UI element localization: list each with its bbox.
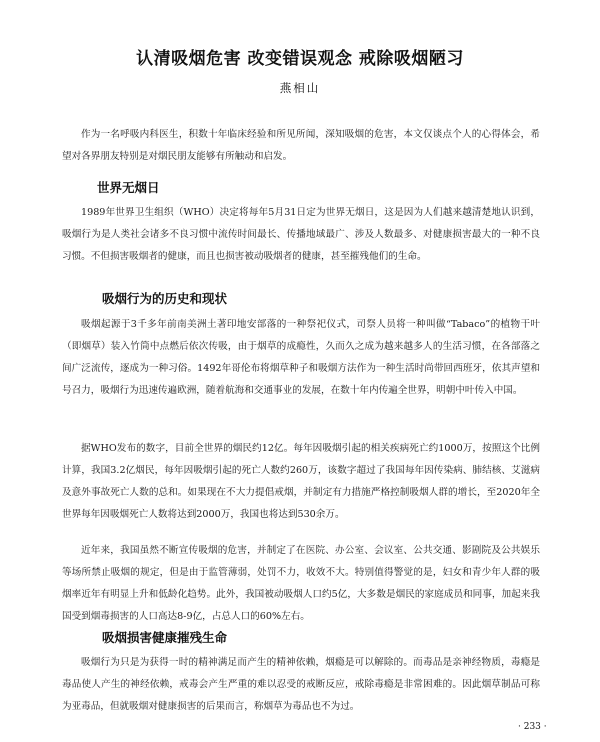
section-heading-history: 吸烟行为的历史和现状 bbox=[102, 291, 228, 306]
page-number: · 233 · bbox=[518, 722, 547, 732]
section-heading-world-no-tobacco-day: 世界无烟日 bbox=[97, 180, 160, 195]
paragraph-health-damage: 吸烟行为只是为获得一时的精神满足而产生的精神依赖，烟瘾是可以解除的。而毒品是亲神经物质，毒瘾是毒品使人产生的神经依赖，戒毒会产生严重的难以忍受的戒断反应，戒除毒瘾是非常困难的。因此烟草制品可称为亚毒品，但就吸烟对健康损害的后果而言，称烟草为毒品也不为过。 bbox=[62, 657, 540, 712]
paragraph-history-current: 近年来，我国虽然不断宣传吸烟的危害，并制定了在医院、办公室、会议室、公共交通、影剧院及公共娱乐等场所禁止吸烟的规定，但是由于监管薄弱，处罚不力，收效不大。特别值得警觉的是，妇女和青少年人群的吸烟率近年有明显上升和低龄化趋势。此外，我国被动吸烟人口约5亿，大多数是烟民的家庭成员和同事，加起来我国受到烟毒损害的人口高达8-9亿，占总人口的60%左右。 bbox=[62, 545, 540, 622]
section-heading-health-damage: 吸烟损害健康摧残生命 bbox=[102, 630, 228, 645]
article-title: 认清吸烟危害 改变错误观念 戒除吸烟陋习 bbox=[136, 49, 464, 69]
intro-paragraph: 作为一名呼吸内科医生，积数十年临床经验和所见所闻，深知吸烟的危害，本文仅谈点个人的心得体会，希望对各界朋友特别是对烟民朋友能够有所触动和启发。 bbox=[62, 129, 540, 162]
author-name: 燕相山 bbox=[279, 81, 321, 95]
paragraph-world-no-tobacco-day: 1989年世界卫生组织（WHO）决定将每年5月31日定为世界无烟日，这是因为人们越来越清楚地认识到，吸烟行为是人类社会诸多不良习惯中流传时间最长、传播地域最广、涉及人数最多、对健康损害最大的一种不良习惯。不但损害吸烟者的健康，而且也损害被动吸烟者的健康，甚至摧残他们的生命。 bbox=[62, 207, 540, 262]
paragraph-history-origin: 吸烟起源于3千多年前南美洲土著印地安部落的一种祭祀仪式，司祭人员将一种叫做“Tabaco”的植物干叶（即烟草）装入竹筒中点燃后依次传吸，由于烟草的成瘾性，久而久之成为越来越多人的生活习惯，在各部落之间广泛流传，逐成为一种习俗。1492年哥伦布将烟草种子和吸烟方法作为一种生活时尚带回西班牙，依其声望和号召力，吸烟行为迅速传遍欧洲，随着航海和交通事业的发展，在数十年内传遍全世界，明朝中叶传入中国。 bbox=[62, 319, 540, 396]
paragraph-history-statistics: 据WHO发布的数字，目前全世界的烟民约12亿。每年因吸烟引起的相关疾病死亡约1000万，按照这个比例计算，我国3.2亿烟民，每年因吸烟引起的死亡人数约260万，该数字超过了我国每年因传染病、肺结核、艾滋病及意外事故死亡人数的总和。如果现在不大力提倡戒烟，并制定有力措施严格控制吸烟人群的增长，至2020年全世界每年因吸烟死亡人数将达到2000万，我国也将达到530余万。 bbox=[62, 443, 540, 520]
